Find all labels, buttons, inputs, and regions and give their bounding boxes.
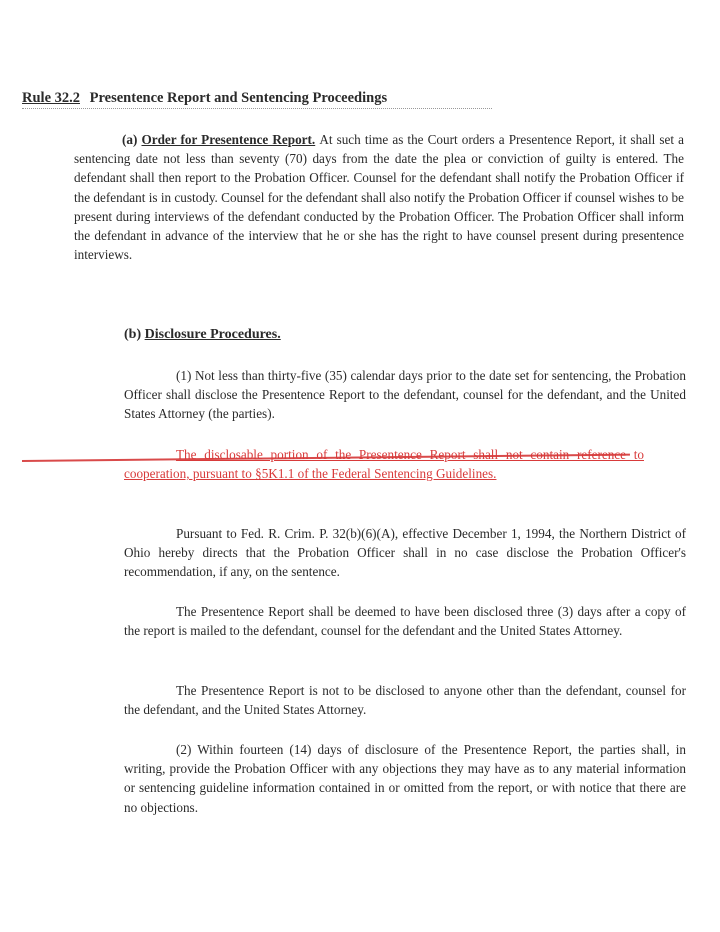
rule-title: Presentence Report and Sentencing Proceedings [89,90,388,106]
section-b-paragraph-1: (1) Not less than thirty-five (35) calendar days prior to the date set for sentencing, the Probation Officer shall disclose the Presentence Report to the defendant, counsel for the defendant, and the United States Attorney (the parties). [124,368,686,422]
rule-number: Rule 32.2 [22,90,80,106]
section-b-paragraph-2: (2) Within fourteen (14) days of disclosure of the Presentence Report, the parties shall, in writing, provide the Probation Officer with any objections they may have as to any material information or sentencing guideline information contained in or omitted from the report, or with notice that there are no objections. [124,742,686,815]
section-b-title: Disclosure Procedures. [144,327,281,342]
section-a-text: At such time as the Court orders a Presentence Report, it shall set a sentencing date not less than seventy (70) days from the date the plea or conviction of guilty is entered. The defendant shall then report to the Probation Officer. Counsel for the defendant shall notify the Probation Officer if the defendant is in custody. Counsel for the defendant shall also notify the Probation Officer if counsel wishes to be present during interviews of the defendant conducted by the Probation Officer. The Probation Officer shall inform the defendant in advance of the interview that he or she has the right to have counsel present during presentence interviews. [74,132,685,263]
fed-rule-paragraph: Pursuant to Fed. R. Crim. P. 32(b)(6)(A), effective December 1, 1994, the Northern District of Ohio hereby directs that the Probation Officer shall in no case disclose the Probation Officer's recommendation, if any, on the sentence. [124,526,686,580]
rule-heading [22,88,492,109]
section-b-label: (b) [124,327,142,342]
section-b-heading [124,327,281,343]
section-a-title: Order for Presentence Report. [141,132,316,147]
section-a-paragraph [74,130,684,264]
not-disclosed-paragraph: The Presentence Report is not to be disclosed to anyone other than the defendant, counsel for the defendant, and the United States Attorney. [124,683,686,718]
deemed-disclosed-paragraph: The Presentence Report shall be deemed to have been disclosed three (3) days after a copy of the report is mailed to the defendant, counsel for the defendant and the United States Attorney. [124,604,686,639]
section-a-heading [122,132,319,147]
section-a-label: (a) [122,132,138,147]
redline-insertion-paragraph: The disclosable portion of the Presentence Report shall not contain reference to cooperation, pursuant to §5K1.1 of the Federal Sentencing Guidelines. [124,447,644,482]
